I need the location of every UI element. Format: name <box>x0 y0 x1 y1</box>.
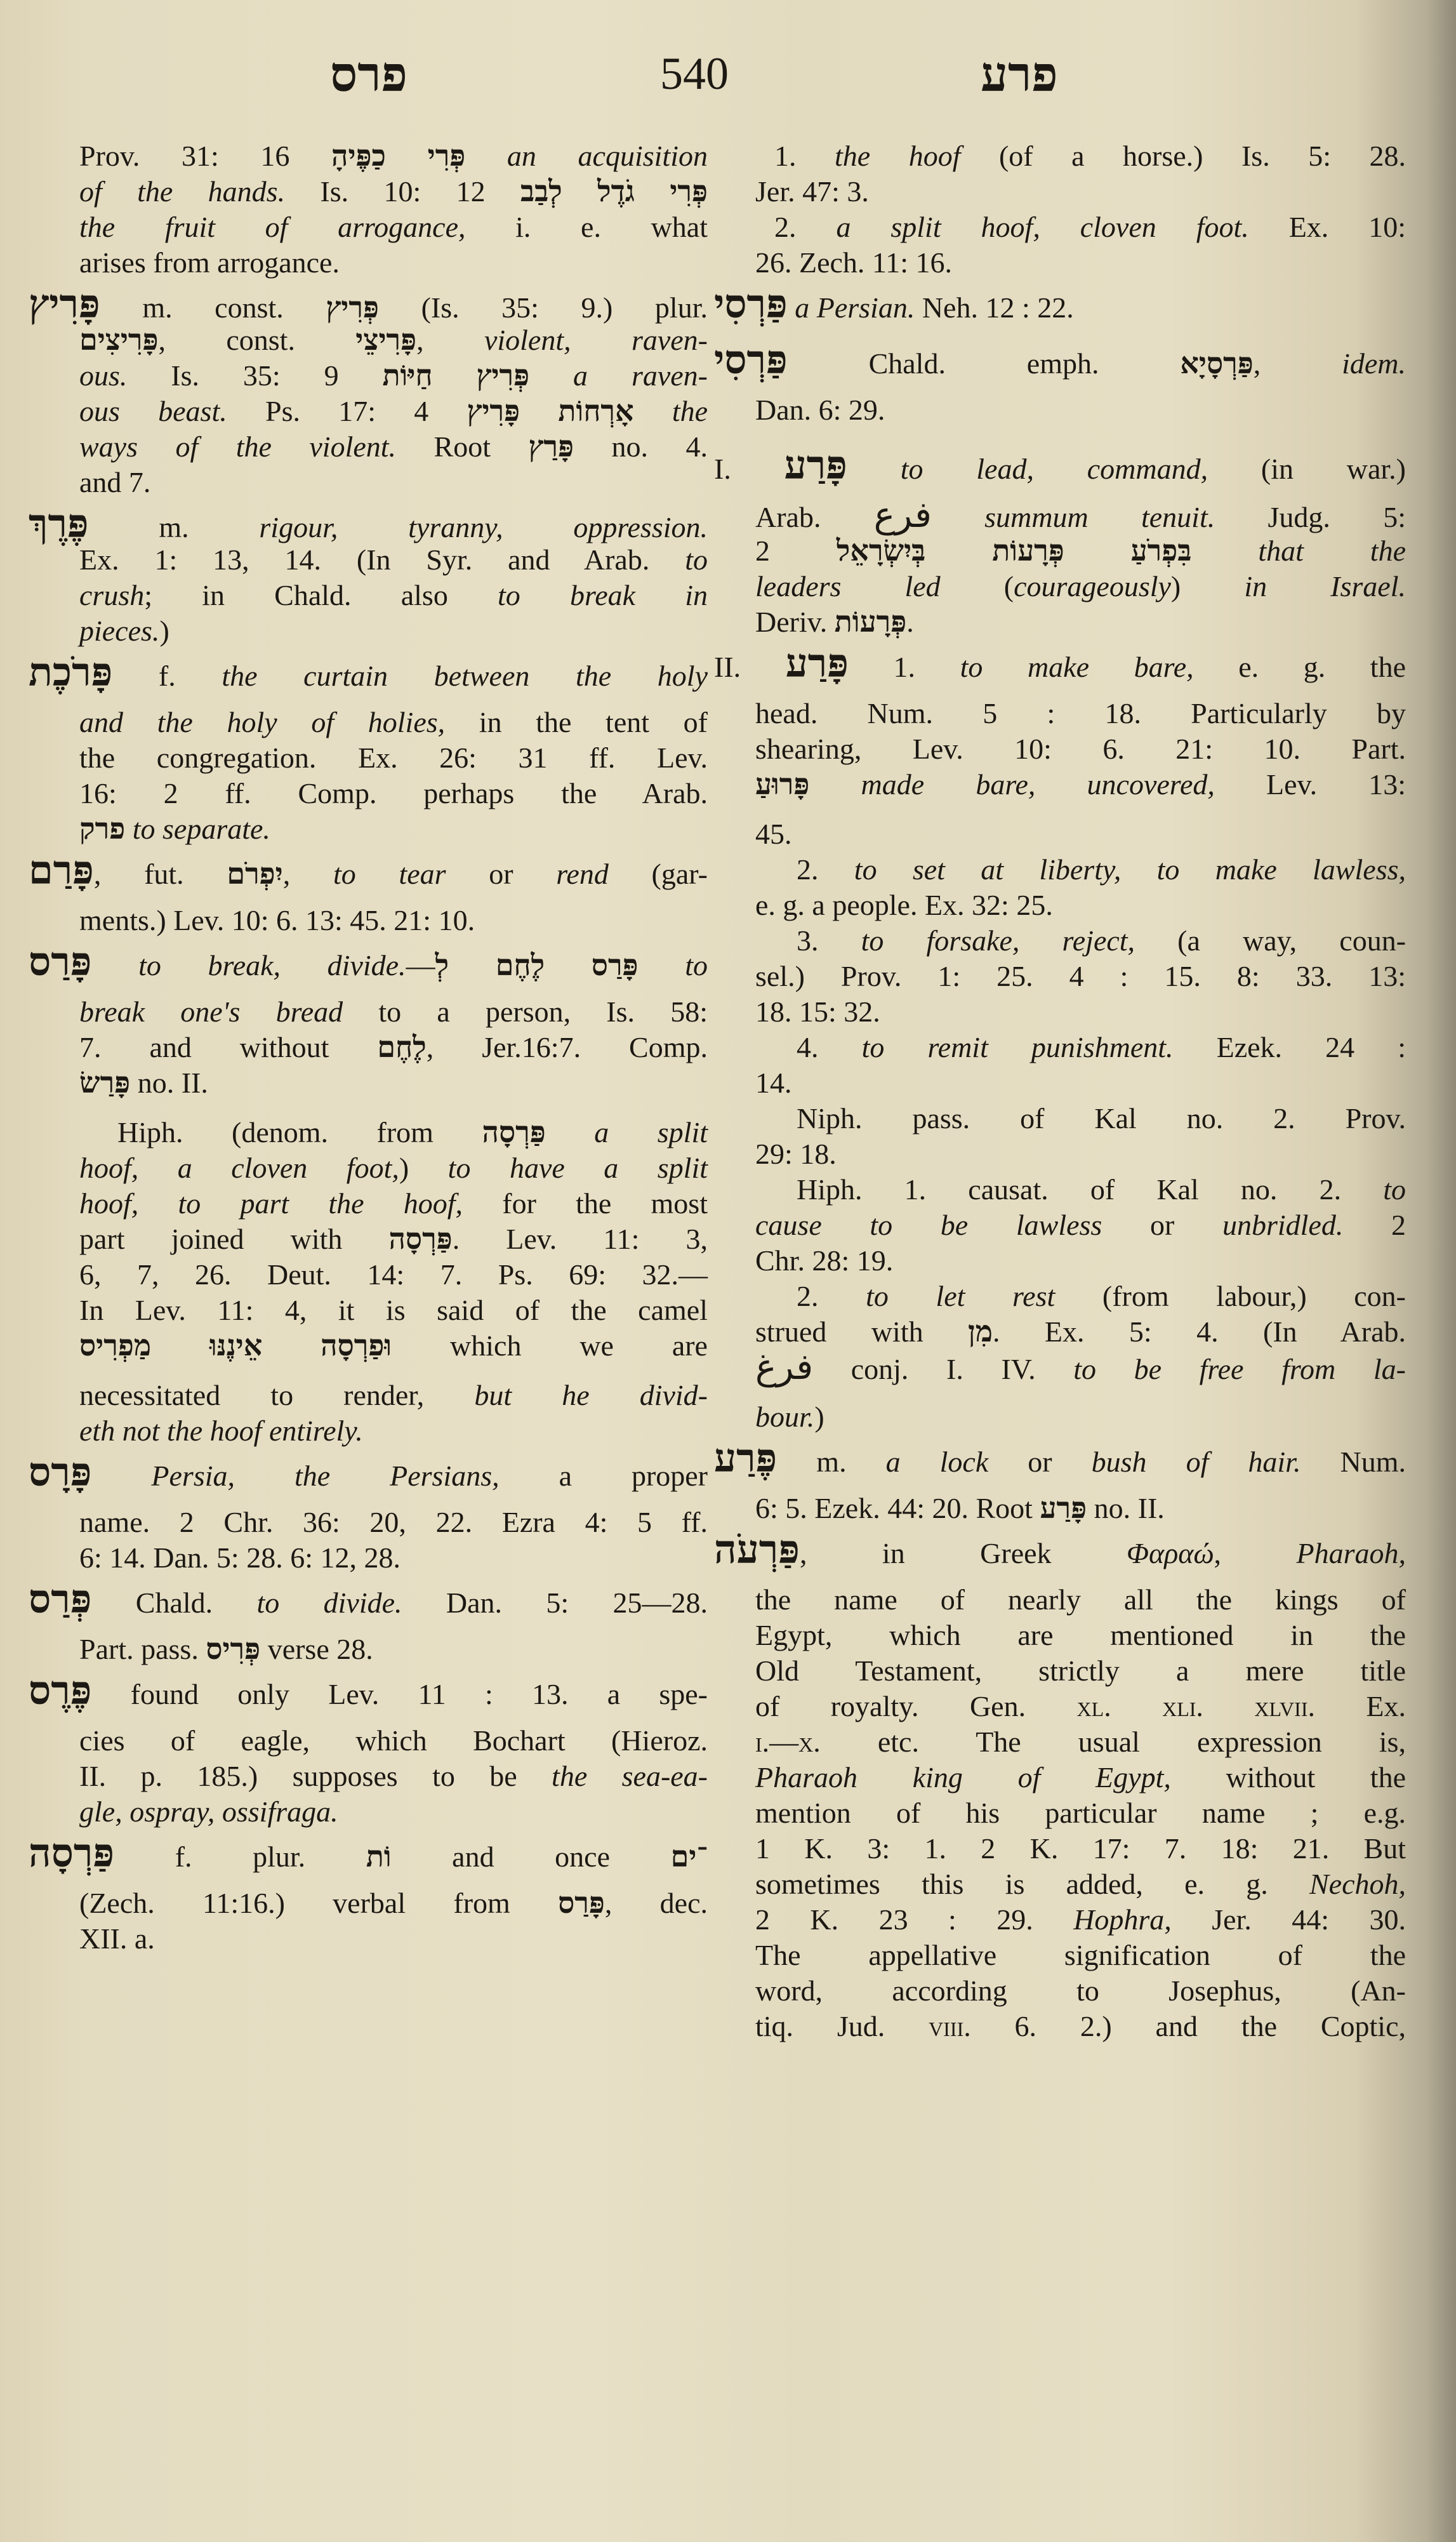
entry-peras-chald <box>29 1578 708 1667</box>
headword: פָּרַס <box>29 941 92 984</box>
text-line: פֶּרֶס found only Lev. 11 : 13. a spe- <box>29 1670 708 1713</box>
text-line: Hiph. 1. causat. of Kal no. 2. to <box>797 1173 1406 1206</box>
headword: פֶּרֶךְ <box>29 503 89 546</box>
text-line: pieces.) <box>79 615 169 647</box>
text-line: XII. a. <box>79 1922 155 1955</box>
text-line: ous. Is. 35: 9 פְּרִיץ חַיּוֹת a raven- <box>79 359 708 392</box>
text-line: head. Num. 5 : 18. Particularly by <box>755 697 1406 729</box>
entry-parits <box>29 283 708 500</box>
headword: פֶּרֶס <box>29 1670 92 1713</box>
text-line: Pharaoh king of Egypt, without the <box>755 1761 1406 1793</box>
headword: פַּרְסָה <box>29 1832 115 1875</box>
text-line: Ex. 1: 13, 14. (In Syr. and Arab. to <box>79 543 708 576</box>
text-line: 29: 18. <box>755 1138 837 1170</box>
text-line: 16: 2 ff. Comp. perhaps the Arab. <box>79 777 708 809</box>
text-line: I. פָּרַע to lead, command, (in war.) <box>714 444 1406 488</box>
text-line: Prov. 31: 16 פְּרִי כַפֶּיהָ an acquisition <box>79 140 708 172</box>
text-line: part joined with פַּרְסָה. Lev. 11: 3, <box>79 1223 708 1255</box>
text-line: of royalty. Gen. xl. xli. xlvii. Ex. <box>755 1690 1406 1722</box>
text-line: 7. and without לֶחֶם, Jer.16:7. Comp. <box>79 1031 708 1063</box>
headword: פָּרַם <box>29 849 94 893</box>
entry-parokhet <box>29 651 708 847</box>
text-line: 6: 14. Dan. 5: 28. 6: 12, 28. <box>79 1541 400 1574</box>
entry-pera-hair <box>714 1437 1406 1526</box>
text-line: hoof, to part the hoof, for the most <box>79 1187 708 1220</box>
text-line: 2 בִּפְרֹעַ פְּרָעוֹת בְּיִשְׂרָאֵל that the <box>755 535 1406 567</box>
headword: פָּרִיץ <box>29 283 100 326</box>
entry-para-I <box>714 444 1406 640</box>
text-line: פָּרִיצִים, const. פָּרִיצֵי, violent, raven- <box>79 324 708 356</box>
text-line: Jer. 47: 3. <box>755 175 869 208</box>
text-line: II. p. 185.) supposes to be the sea-ea- <box>79 1760 708 1792</box>
text-line: Niph. pass. of Kal no. 2. Prov. <box>797 1102 1406 1135</box>
text-line: פָּרֹכֶת f. the curtain between the holy <box>29 651 708 695</box>
text-line: פַּרְסִי Chald. emph. פַּרְסָיָא, idem. <box>714 339 1406 382</box>
text-line: 18. 15: 32. <box>755 995 880 1028</box>
text-line: (Zech. 11:16.) verbal from פָּרַס, dec. <box>79 1887 708 1919</box>
sense-numeral: I. <box>714 453 731 485</box>
text-line: In Lev. 11: 4, it is said of the camel <box>79 1294 708 1326</box>
text-line: leaders led (courageously) in Israel. <box>755 570 1406 602</box>
page-number: 540 <box>660 48 729 99</box>
text-line: Part. pass. פְּרִיס verse 28. <box>79 1633 373 1665</box>
text-line: sometimes this is added, e. g. Nechoh, <box>755 1868 1406 1900</box>
text-line: the congregation. Ex. 26: 31 ff. Lev. <box>79 742 708 774</box>
text-line: bour.) <box>755 1401 824 1433</box>
text-line: 4. to remit punishment. Ezek. 24 : <box>797 1031 1406 1063</box>
entry-para-II <box>714 642 1406 1435</box>
text-line: فرغ conj. I. IV. to be free from la- <box>755 1348 1406 1387</box>
left-catchword: פרס <box>330 48 407 102</box>
text-line: name. 2 Chr. 36: 20, 22. Ezra 4: 5 ff. <box>79 1506 708 1538</box>
headword: פַּרְסִי <box>714 339 788 382</box>
headword: פָּרֹכֶת <box>29 651 113 695</box>
text-line: i.—x. etc. The usual expression is, <box>755 1726 1406 1758</box>
text-line: Deriv. פְּרָעוֹת. <box>755 606 914 638</box>
text-line: Chr. 28: 19. <box>755 1244 894 1277</box>
text-line: II. פָּרַע 1. to make bare, e. g. the <box>714 642 1406 686</box>
entry-paras-break <box>29 941 708 1449</box>
entry-paras-persia <box>29 1451 708 1576</box>
sense-numeral: II. <box>714 651 741 683</box>
text-line: פֶּרַע m. a lock or bush of hair. Num. <box>714 1437 1406 1481</box>
text-line: Hiph. (denom. from פַּרְסָה a split <box>117 1116 708 1148</box>
entry-parsah <box>29 1832 708 1957</box>
text-line: strued with מִן. Ex. 5: 4. (In Arab. <box>755 1315 1406 1348</box>
text-line: פַּרְסָה f. plur. וֹת and once ־ים <box>29 1832 708 1875</box>
text-line: 14. <box>755 1067 792 1099</box>
text-line: arises from arrogance. <box>79 246 340 279</box>
entry-continuation-hoof <box>714 138 1406 281</box>
text-line: shearing, Lev. 10: 6. 21: 10. Part. <box>755 733 1406 765</box>
text-line: crush; in Chald. also to break in <box>79 579 708 611</box>
text-line: Egypt, which are mentioned in the <box>755 1619 1406 1651</box>
arabic-word: فرع <box>873 496 932 535</box>
text-line: 2 K. 23 : 29. Hophra, Jer. 44: 30. <box>755 1903 1406 1936</box>
arabic-word: فرغ <box>755 1348 814 1387</box>
text-line: 3. to forsake, reject, (a way, coun- <box>797 924 1406 957</box>
headword: פַּרְסִי <box>714 283 788 326</box>
text-line: and 7. <box>79 466 151 498</box>
text-line: the fruit of arrogance, i. e. what <box>79 211 708 243</box>
text-line: 6, 7, 26. Deut. 14: 7. Ps. 69: 32.— <box>79 1258 708 1291</box>
text-line: 2. to let rest (from labour,) con- <box>797 1280 1406 1312</box>
headword: פָּרַע <box>784 444 847 488</box>
page-header <box>0 44 1456 121</box>
text-line: word, according to Josephus, (An- <box>755 1974 1406 2007</box>
text-line: פָּרִיץ m. const. פְּרִיץ (Is. 35: 9.) plur. <box>29 283 708 326</box>
text-line: 1. the hoof (of a horse.) Is. 5: 28. <box>774 140 1406 172</box>
entry-pharaoh <box>714 1529 1406 2044</box>
text-line: פֶּרֶךְ m. rigour, tyranny, oppression. <box>29 503 708 546</box>
text-line: Dan. 6: 29. <box>755 394 885 426</box>
headword: פָּרָס <box>29 1451 92 1494</box>
text-line: Arab. فرع summum tenuit. Judg. 5: <box>755 496 1406 535</box>
text-line: ous beast. Ps. 17: 4 אָרְחוֹת פָּרִיץ the <box>79 395 708 427</box>
left-column <box>29 138 708 1963</box>
text-line: פַּרְסִי a Persian. Neh. 12 : 22. <box>714 283 1074 326</box>
text-line: sel.) Prov. 1: 25. 4 : 15. 8: 33. 13: <box>755 960 1406 992</box>
text-line: פְּרַס Chald. to divide. Dan. 5: 25—28. <box>29 1578 708 1621</box>
text-line: break one's bread to a person, Is. 58: <box>79 995 708 1028</box>
text-line: The appellative signification of the <box>755 1939 1406 1971</box>
text-line: פָּרַם, fut. יִפְרֹם, to tear or rend (gar- <box>29 849 708 893</box>
text-line: Old Testament, strictly a mere title <box>755 1654 1406 1687</box>
text-line: ments.) Lev. 10: 6. 13: 45. 21: 10. <box>79 904 475 936</box>
text-line: e. g. a people. Ex. 32: 25. <box>755 889 1053 921</box>
headword: פְּרַס <box>29 1578 92 1621</box>
text-line: gle, ospray, ossifraga. <box>79 1795 338 1828</box>
text-line: hoof, a cloven foot,) to have a split <box>79 1152 708 1184</box>
text-line: פָּרַשׂ no. II. <box>79 1067 208 1099</box>
text-line: 26. Zech. 11: 16. <box>755 246 953 279</box>
entry-parsi-chald <box>714 339 1406 428</box>
text-line: וּפַרְסָה אֵינֶנּוּ מַפְרִיס which we are <box>79 1329 708 1362</box>
entry-peres-eagle <box>29 1670 708 1830</box>
text-line: 45. <box>755 818 792 850</box>
text-line: necessitated to render, but he divid- <box>79 1379 708 1411</box>
text-line: 1 K. 3: 1. 2 K. 17: 7. 18: 21. But <box>755 1832 1406 1865</box>
text-line: eth not the hoof entirely. <box>79 1414 363 1447</box>
text-line: ways of the violent. Root פָּרַץ no. 4. <box>79 430 708 463</box>
entry-param <box>29 849 708 938</box>
text-line: 2. to set at liberty, to make lawless, <box>797 853 1406 886</box>
right-column <box>714 138 1406 2051</box>
text-line: 2. a split hoof, cloven foot. Ex. 10: <box>774 211 1406 243</box>
text-line: פָּרָס Persia, the Persians, a proper <box>29 1451 708 1494</box>
text-line: and the holy of holies, in the tent of <box>79 706 708 738</box>
text-line: פַּרְעֹה, in Greek Φαραώ, Pharaoh, <box>714 1529 1406 1572</box>
text-line: the name of nearly all the kings of <box>755 1583 1406 1616</box>
entry-parsi <box>714 283 1406 326</box>
entry-continuation <box>29 138 708 281</box>
text-line: cause to be lawless or unbridled. 2 <box>755 1209 1406 1241</box>
headword: פֶּרַע <box>714 1437 778 1481</box>
entry-perekh <box>29 503 708 649</box>
right-catchword: פרע <box>981 48 1058 102</box>
headword: פָּרַע <box>785 642 849 686</box>
text-line: פרק to separate. <box>79 813 270 845</box>
text-line: of the hands. Is. 10: 12 פְּרִי גֹדֶל לְבַב <box>79 175 708 208</box>
text-line: 6: 5. Ezek. 44: 20. Root פָּרַע no. II. <box>755 1492 1165 1524</box>
headword: פַּרְעֹה <box>714 1529 800 1572</box>
text-line: tiq. Jud. viii. 6. 2.) and the Coptic, <box>755 2010 1406 2042</box>
text-line: mention of his particular name ; e.g. <box>755 1797 1406 1829</box>
text-line: פָּרוּעַ made bare, uncovered, Lev. 13: <box>755 768 1406 801</box>
text-line: cies of eagle, which Bochart (Hieroz. <box>79 1724 708 1757</box>
text-line: פָּרַס to break, divide.—פָּרַס לֶחֶם לְ to <box>29 941 708 984</box>
